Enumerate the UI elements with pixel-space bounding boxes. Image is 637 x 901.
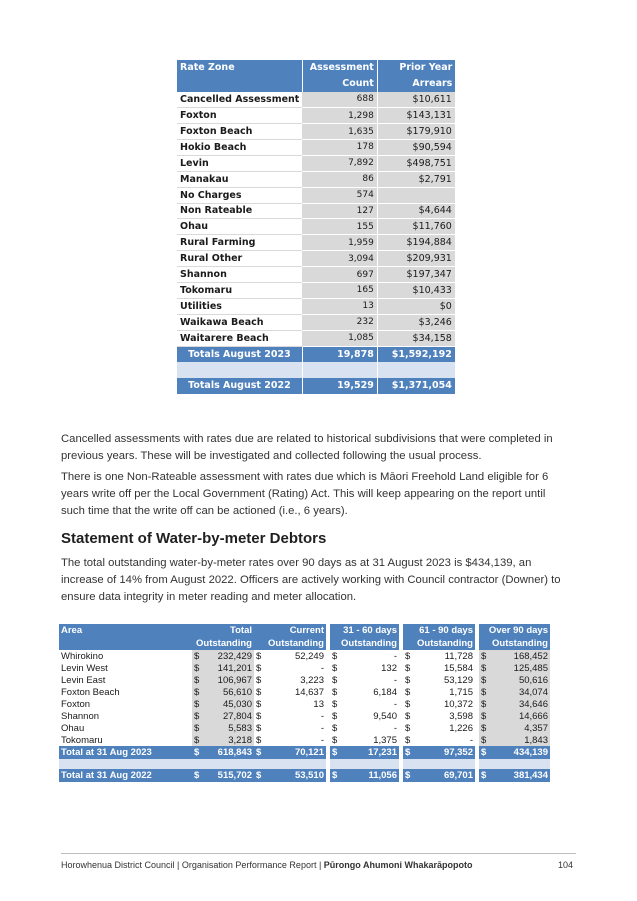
water-row	[59, 710, 550, 722]
currency-sign: $	[477, 746, 489, 759]
currency-sign: $	[328, 650, 340, 662]
total-2022-row	[177, 378, 455, 394]
value-d3160: 132	[381, 662, 397, 674]
rate-zone-name: Rural Farming	[177, 235, 302, 251]
currency-sign: $	[477, 674, 489, 686]
rate-zone-name: Cancelled Assessment	[177, 92, 302, 108]
header-assessment: Assessment	[302, 60, 377, 76]
currency-sign: $	[192, 698, 204, 710]
prior-year-arrears: $209,931	[377, 251, 455, 267]
value-d6190: 97,352	[413, 746, 477, 759]
rate-zone-name: Hokio Beach	[177, 139, 302, 155]
value-total: 56,610	[204, 686, 254, 698]
assessment-count: 86	[302, 171, 377, 187]
rate-zone-row	[177, 330, 455, 346]
header-over-90: Over 90 days	[477, 624, 550, 637]
rate-zone-name: Waikawa Beach	[177, 314, 302, 330]
total-2022-label: Totals August 2022	[177, 378, 302, 394]
header-current: Current	[254, 624, 328, 637]
value-current: 52,249	[294, 650, 324, 662]
value-d6190: 69,701	[413, 769, 477, 782]
header-count: Count	[302, 76, 377, 92]
rate-zone-row	[177, 155, 455, 171]
rate-zone-row	[177, 298, 455, 314]
prior-year-arrears: $10,433	[377, 282, 455, 298]
currency-sign: $	[477, 686, 489, 698]
rate-zone-row	[177, 282, 455, 298]
rate-zone-row	[177, 267, 455, 283]
currency-sign: $	[401, 734, 413, 746]
assessment-count: 697	[302, 267, 377, 283]
value-current: 13	[313, 698, 324, 710]
currency-sign: $	[401, 650, 413, 662]
currency-sign: $	[477, 698, 489, 710]
header-rate-zone: Rate Zone	[177, 60, 302, 76]
currency-sign: $	[192, 686, 204, 698]
area-name: Levin West	[61, 662, 108, 674]
total-2022-count: 19,529	[302, 378, 377, 394]
currency-sign: $	[256, 650, 262, 662]
prior-year-arrears: $2,791	[377, 171, 455, 187]
currency-sign: $	[401, 769, 413, 782]
value-total: 515,702	[204, 769, 254, 782]
rate-zone-name: Waitarere Beach	[177, 330, 302, 346]
assessment-count: 155	[302, 219, 377, 235]
area-name: Whirokino	[61, 650, 104, 662]
area-name: Tokomaru	[61, 734, 103, 746]
prior-year-arrears: $4,644	[377, 203, 455, 219]
assessment-count: 3,094	[302, 251, 377, 267]
rate-zone-row	[177, 187, 455, 203]
assessment-count: 127	[302, 203, 377, 219]
value-total: 3,218	[204, 734, 254, 746]
value-total: 232,429	[204, 650, 254, 662]
currency-sign: $	[401, 674, 413, 686]
currency-sign: $	[256, 662, 262, 674]
currency-sign: $	[328, 734, 340, 746]
currency-sign: $	[254, 746, 266, 759]
value-d90: 14,666	[489, 710, 550, 722]
currency-sign: $	[401, 710, 413, 722]
value-current: 53,510	[266, 769, 328, 782]
value-total: 5,583	[204, 722, 254, 734]
value-total: 45,030	[204, 698, 254, 710]
non-rateable-paragraph: There is one Non-Rateable assessment with rates due which is Māori Freehold Land eligible for 6 years write off per the Local Government (Rating) Act. This will keep appearing on the report until such time that the write off can be actioned (i.e., 6 years).	[61, 471, 549, 517]
rate-zone-row	[177, 108, 455, 124]
value-d3160: 1,375	[373, 734, 397, 746]
currency-sign: $	[328, 686, 340, 698]
currency-sign: $	[256, 710, 262, 722]
assessment-count: 574	[302, 187, 377, 203]
area-name: Foxton Beach	[61, 686, 120, 698]
total-2023-arrears: $1,592,192	[377, 346, 455, 362]
currency-sign: $	[256, 734, 262, 746]
currency-sign: $	[256, 698, 262, 710]
spacer-row	[177, 362, 455, 378]
rate-zone-row	[177, 171, 455, 187]
value-total: 141,201	[204, 662, 254, 674]
currency-sign: $	[328, 674, 340, 686]
value-current: -	[320, 734, 324, 746]
value-d6190: 11,728	[444, 650, 473, 662]
currency-sign: $	[192, 734, 204, 746]
currency-sign: $	[192, 674, 204, 686]
value-d90: 434,139	[489, 746, 550, 759]
water-row	[59, 698, 550, 710]
value-d3160: -	[393, 650, 397, 662]
value-d6190: 10,372	[443, 698, 473, 710]
value-d3160: 17,231	[340, 746, 401, 759]
currency-sign: $	[256, 686, 262, 698]
value-d6190: 1,226	[449, 722, 473, 734]
area-name: Total at 31 Aug 2022	[59, 769, 192, 782]
value-d90: 50,616	[489, 674, 550, 686]
rate-zone-name: Manakau	[177, 171, 302, 187]
value-d90: 34,074	[489, 686, 550, 698]
prior-year-arrears: $34,158	[377, 330, 455, 346]
value-d6190: 1,715	[449, 686, 473, 698]
currency-sign: $	[328, 769, 340, 782]
value-current: 3,223	[300, 674, 324, 686]
currency-sign: $	[401, 686, 413, 698]
value-total: 106,967	[204, 674, 254, 686]
assessment-count: 1,085	[302, 330, 377, 346]
rate-zone-name: Rural Other	[177, 251, 302, 267]
value-d3160: 11,056	[340, 769, 401, 782]
value-d90: 1,843	[489, 734, 550, 746]
assessment-count: 1,959	[302, 235, 377, 251]
currency-sign: $	[477, 710, 489, 722]
value-total: 618,843	[204, 746, 254, 759]
water-total-2023-row	[59, 746, 550, 759]
prior-year-arrears: $90,594	[377, 139, 455, 155]
currency-sign: $	[192, 769, 204, 782]
area-name: Total at 31 Aug 2023	[59, 746, 192, 759]
value-d3160: -	[393, 698, 397, 710]
currency-sign: $	[328, 710, 340, 722]
value-current: -	[320, 662, 324, 674]
header-current-sub: Outstanding	[254, 637, 328, 650]
prior-year-arrears: $143,131	[377, 108, 455, 124]
rate-zone-row	[177, 203, 455, 219]
water-row	[59, 734, 550, 746]
value-d6190: 53,129	[443, 674, 473, 686]
prior-year-arrears: $498,751	[377, 155, 455, 171]
currency-sign: $	[192, 710, 204, 722]
area-name: Foxton	[61, 698, 91, 710]
value-d3160: 6,184	[373, 686, 397, 698]
footer-left: Horowhenua District Council | Organisation Performance Report |	[61, 860, 324, 870]
prior-year-arrears	[377, 187, 455, 203]
assessment-count: 165	[302, 282, 377, 298]
total-2023-row	[177, 346, 455, 362]
header-31-60-sub: Outstanding	[328, 637, 401, 650]
currency-sign: $	[192, 650, 204, 662]
rate-zone-row	[177, 139, 455, 155]
water-row	[59, 674, 550, 686]
rate-zone-table	[177, 60, 456, 394]
header-total-sub: Outstanding	[192, 637, 254, 650]
rate-zone-row	[177, 235, 455, 251]
assessment-count: 13	[302, 298, 377, 314]
currency-sign: $	[328, 698, 340, 710]
currency-sign: $	[477, 650, 489, 662]
water-debtors-table	[59, 624, 550, 782]
currency-sign: $	[401, 698, 413, 710]
area-name: Ohau	[61, 722, 85, 734]
total-2023-label: Totals August 2023	[177, 346, 302, 362]
rate-zone-name: Levin	[177, 155, 302, 171]
assessment-count: 688	[302, 92, 377, 108]
currency-sign: $	[477, 734, 489, 746]
footer-divider	[61, 853, 576, 854]
currency-sign: $	[328, 662, 340, 674]
prior-year-arrears: $197,347	[377, 267, 455, 283]
rate-zone-row	[177, 219, 455, 235]
currency-sign: $	[477, 662, 489, 674]
prior-year-arrears: $10,611	[377, 92, 455, 108]
value-d90: 125,485	[489, 662, 550, 674]
prior-year-arrears: $11,760	[377, 219, 455, 235]
header-arrears: Arrears	[377, 76, 455, 92]
currency-sign: $	[401, 722, 413, 734]
page-number: 104	[557, 860, 573, 870]
value-total: 27,804	[204, 710, 254, 722]
water-row	[59, 686, 550, 698]
rate-zone-name: Shannon	[177, 267, 302, 283]
rate-zone-name: Foxton	[177, 108, 302, 124]
water-row	[59, 722, 550, 734]
assessment-count: 232	[302, 314, 377, 330]
total-2023-count: 19,878	[302, 346, 377, 362]
rate-zone-name: No Charges	[177, 187, 302, 203]
prior-year-arrears: $0	[377, 298, 455, 314]
rate-zone-row	[177, 251, 455, 267]
currency-sign: $	[328, 746, 340, 759]
value-current: 70,121	[266, 746, 328, 759]
prior-year-arrears: $3,246	[377, 314, 455, 330]
currency-sign: $	[477, 769, 489, 782]
header-61-90-sub: Outstanding	[401, 637, 477, 650]
header-prior-year: Prior Year	[377, 60, 455, 76]
footer-left-bold: Pūrongo Ahumoni Whakarāpopoto	[323, 860, 473, 870]
currency-sign: $	[192, 662, 204, 674]
currency-sign: $	[401, 746, 413, 759]
header-total: Total	[192, 624, 254, 637]
value-current: -	[320, 722, 324, 734]
assessment-count: 7,892	[302, 155, 377, 171]
value-d6190: 3,598	[449, 710, 473, 722]
rate-zone-row	[177, 314, 455, 330]
water-header-row-2	[59, 637, 550, 650]
rate-zone-name: Tokomaru	[177, 282, 302, 298]
currency-sign: $	[477, 722, 489, 734]
water-row	[59, 662, 550, 674]
currency-sign: $	[328, 722, 340, 734]
water-total-2022-row	[59, 769, 550, 782]
currency-sign: $	[256, 722, 262, 734]
header-area: Area	[59, 624, 192, 637]
rate-zone-header-row-1	[177, 60, 455, 76]
footer-text	[61, 860, 472, 870]
rate-zone-name: Non Rateable	[177, 203, 302, 219]
header-61-90: 61 - 90 days	[401, 624, 477, 637]
header-31-60: 31 - 60 days	[328, 624, 401, 637]
area-name: Levin East	[61, 674, 106, 686]
water-heading: Statement of Water-by-meter Debtors	[61, 530, 327, 547]
prior-year-arrears: $194,884	[377, 235, 455, 251]
water-spacer-row	[59, 759, 550, 769]
value-d6190: 15,584	[443, 662, 473, 674]
header-over-90-sub: Outstanding	[477, 637, 550, 650]
rate-zone-name: Foxton Beach	[177, 124, 302, 140]
rate-zone-row	[177, 92, 455, 108]
rate-zone-row	[177, 124, 455, 140]
total-2022-arrears: $1,371,054	[377, 378, 455, 394]
assessment-count: 178	[302, 139, 377, 155]
rate-zone-header-row-2	[177, 76, 455, 92]
water-header-row-1	[59, 624, 550, 637]
value-current: -	[320, 710, 324, 722]
value-d90: 34,646	[489, 698, 550, 710]
value-d3160: -	[393, 674, 397, 686]
assessment-count: 1,298	[302, 108, 377, 124]
currency-sign: $	[192, 722, 204, 734]
water-row	[59, 650, 550, 662]
currency-sign: $	[192, 746, 204, 759]
value-d6190: -	[469, 734, 473, 746]
rate-zone-name: Ohau	[177, 219, 302, 235]
value-d90: 168,452	[489, 650, 550, 662]
value-d3160: -	[393, 722, 397, 734]
value-d3160: 9,540	[373, 710, 397, 722]
prior-year-arrears: $179,910	[377, 124, 455, 140]
value-d90: 4,357	[489, 722, 550, 734]
value-d90: 381,434	[489, 769, 550, 782]
cancelled-paragraph: Cancelled assessments with rates due are related to historical subdivisions that were completed in previous years. These will be investigated and collected following the usual process.	[61, 433, 553, 462]
value-current: 14,637	[294, 686, 324, 698]
rate-zone-name: Utilities	[177, 298, 302, 314]
currency-sign: $	[254, 769, 266, 782]
assessment-count: 1,635	[302, 124, 377, 140]
currency-sign: $	[401, 662, 413, 674]
water-paragraph: The total outstanding water-by-meter rates over 90 days as at 31 August 2023 is $434,139, an increase of 14% from August 2022. Officers are actively working with Council contractor (Downer) to ensure data integrity in meter reading and meter allocation.	[61, 557, 561, 603]
area-name: Shannon	[61, 710, 100, 722]
currency-sign: $	[256, 674, 262, 686]
